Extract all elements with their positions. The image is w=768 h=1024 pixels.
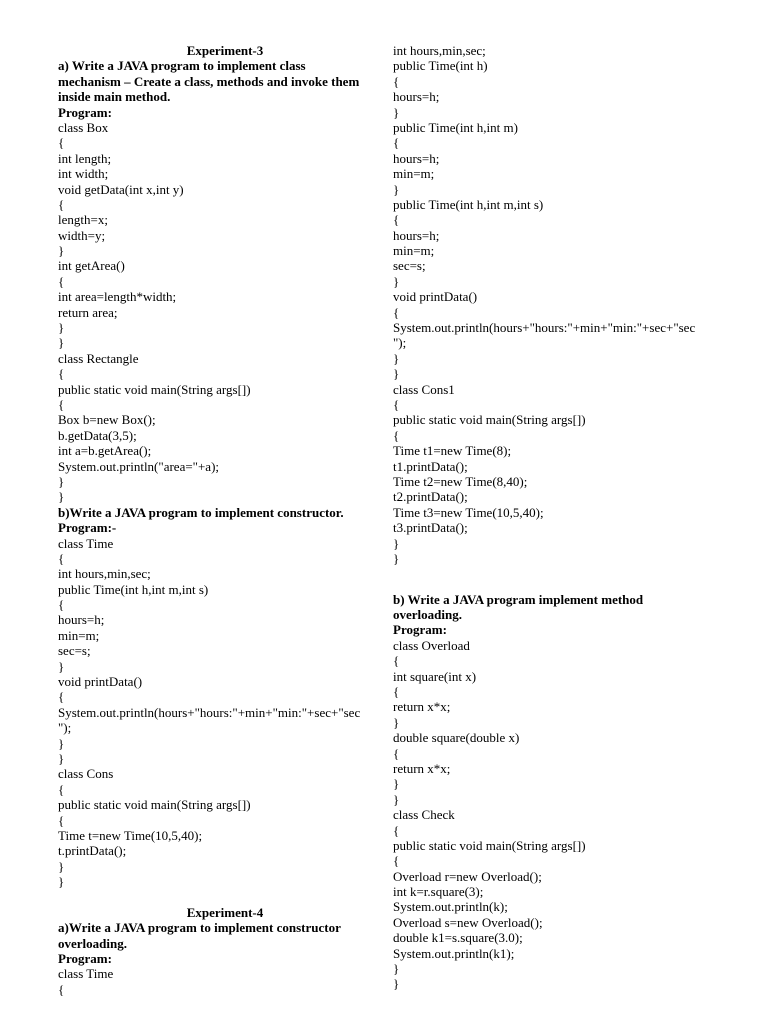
code-line: { (58, 196, 65, 212)
code-line: } (393, 181, 400, 197)
code-line: hours=h; (393, 227, 440, 243)
code-line: return x*x; (393, 699, 451, 715)
question-text: inside main method. (58, 89, 171, 105)
code-line: } (393, 273, 400, 289)
code-line: int square(int x) (393, 668, 477, 684)
code-line: t2.printData(); (393, 489, 468, 505)
code-line: int a=b.getArea(); (58, 443, 152, 459)
code-line: { (58, 812, 65, 828)
code-line: int length; (58, 150, 112, 166)
code-line: Time t3=new Time(10,5,40); (393, 504, 544, 520)
code-line: System.out.println(hours+"hours:"+min+"min:"+sec+"sec (58, 704, 361, 720)
code-line: public static void main(String args[]) (393, 837, 586, 853)
spacer (58, 889, 392, 904)
question-text: b)Write a JAVA program to implement constructor. (58, 504, 344, 520)
code-line: { (393, 427, 400, 443)
code-line: System.out.println(k); (393, 899, 508, 915)
code-line: class Time (58, 966, 114, 982)
code-line: int k=r.square(3); (393, 884, 484, 900)
code-line: int hours,min,sec; (393, 43, 486, 58)
code-line: int getArea() (58, 258, 125, 274)
code-line: int hours,min,sec; (58, 566, 151, 582)
spacer (393, 582, 728, 592)
code-line: public Time(int h,int m) (393, 119, 518, 135)
code-line: hours=h; (58, 612, 105, 628)
code-line: } (58, 735, 65, 751)
code-line: { (393, 396, 400, 412)
code-line: } (58, 874, 65, 890)
code-line: public Time(int h,int m,int s) (393, 196, 544, 212)
code-line: return x*x; (393, 760, 451, 776)
code-line: public Time(int h,int m,int s) (58, 581, 209, 597)
code-line: } (58, 750, 65, 766)
code-line: Time t=new Time(10,5,40); (58, 827, 203, 843)
code-line: class Cons (58, 766, 114, 782)
code-line: } (393, 535, 400, 551)
code-line: width=y; (58, 227, 106, 243)
question-text: Program: (58, 104, 112, 120)
code-line: } (58, 658, 65, 674)
code-line: System.out.println("area="+a); (58, 458, 220, 474)
code-line: { (393, 73, 400, 89)
code-line: public static void main(String args[]) (393, 412, 586, 428)
code-line: void printData() (58, 674, 143, 690)
code-line: { (58, 396, 65, 412)
code-line: } (393, 714, 400, 730)
code-line: { (393, 212, 400, 228)
code-line: min=m; (58, 627, 100, 643)
code-line: void getData(int x,int y) (58, 181, 184, 197)
code-line: } (393, 961, 400, 977)
code-line: { (393, 822, 400, 838)
code-line: sec=s; (58, 643, 91, 659)
code-line: } (393, 366, 400, 382)
code-line: { (58, 550, 65, 566)
code-line: class Overload (393, 637, 470, 653)
code-line: class Time (58, 535, 114, 551)
left-column (58, 43, 392, 997)
code-line: t1.printData(); (393, 458, 468, 474)
question-text: Program: (58, 951, 112, 967)
code-line: } (58, 335, 65, 351)
code-line: System.out.println(k1); (393, 945, 515, 961)
code-line: { (393, 745, 400, 761)
code-line: class Check (393, 807, 455, 823)
code-line: { (393, 135, 400, 151)
code-line: public static void main(String args[]) (58, 797, 251, 813)
code-line: public static void main(String args[]) (58, 381, 251, 397)
question-text: a)Write a JAVA program to implement constructor (58, 920, 341, 936)
code-line: { (393, 653, 400, 669)
code-line: min=m; (393, 243, 435, 259)
code-line: void printData() (393, 289, 478, 305)
code-line: Overload s=new Overload(); (393, 914, 543, 930)
question-text: a) Write a JAVA program to implement class (58, 58, 306, 74)
code-line: int width; (58, 166, 109, 182)
code-line: } (58, 858, 65, 874)
code-line: { (58, 273, 65, 289)
question-text: Program:- (58, 520, 117, 536)
question-text: overloading. (58, 935, 127, 951)
code-line: } (393, 350, 400, 366)
question-text: Program: (393, 622, 447, 638)
right-column (393, 43, 728, 992)
code-line: "); (58, 720, 72, 736)
code-line: } (393, 104, 400, 120)
section-heading: Experiment-4 (186, 904, 264, 920)
code-line: double k1=s.square(3.0); (393, 930, 523, 946)
code-line: b.getData(3,5); (58, 427, 137, 443)
code-line: class Cons1 (393, 381, 455, 397)
code-line: hours=h; (393, 150, 440, 166)
code-line: { (58, 689, 65, 705)
code-line: { (58, 781, 65, 797)
spacer (393, 566, 728, 581)
code-line: hours=h; (393, 89, 440, 105)
code-line: min=m; (393, 166, 435, 182)
code-line: class Rectangle (58, 350, 139, 366)
code-line: { (393, 304, 400, 320)
code-line: Box b=new Box(); (58, 412, 156, 428)
code-line: Time t1=new Time(8); (393, 443, 512, 459)
code-line: t.printData(); (58, 843, 127, 859)
code-line: System.out.println(hours+"hours:"+min+"min:"+sec+"sec (393, 320, 696, 336)
code-line: } (393, 776, 400, 792)
code-line: } (58, 489, 65, 505)
code-line: class Box (58, 119, 109, 135)
code-line: return area; (58, 304, 118, 320)
question-text: mechanism – Create a class, methods and invoke them (58, 73, 360, 89)
code-line: { (58, 597, 65, 613)
code-line: } (58, 473, 65, 489)
code-line: { (58, 135, 65, 151)
question-text: overloading. (393, 607, 462, 623)
code-line: length=x; (58, 212, 108, 228)
code-line: t3.printData(); (393, 520, 468, 536)
code-line: } (393, 550, 400, 566)
code-line: "); (393, 335, 407, 351)
code-line: } (58, 320, 65, 336)
question-text: b) Write a JAVA program implement method (393, 591, 644, 607)
code-line: { (58, 366, 65, 382)
code-line: Overload r=new Overload(); (393, 868, 542, 884)
code-line: } (393, 791, 400, 807)
section-heading: Experiment-3 (186, 43, 264, 58)
code-line: sec=s; (393, 258, 426, 274)
code-line: int area=length*width; (58, 289, 177, 305)
code-line: { (58, 981, 65, 997)
code-line: { (393, 684, 400, 700)
code-line: } (58, 243, 65, 259)
code-line: public Time(int h) (393, 58, 488, 74)
code-line: Time t2=new Time(8,40); (393, 473, 528, 489)
code-line: { (393, 853, 400, 869)
code-line: } (393, 976, 400, 992)
code-line: double square(double x) (393, 730, 520, 746)
